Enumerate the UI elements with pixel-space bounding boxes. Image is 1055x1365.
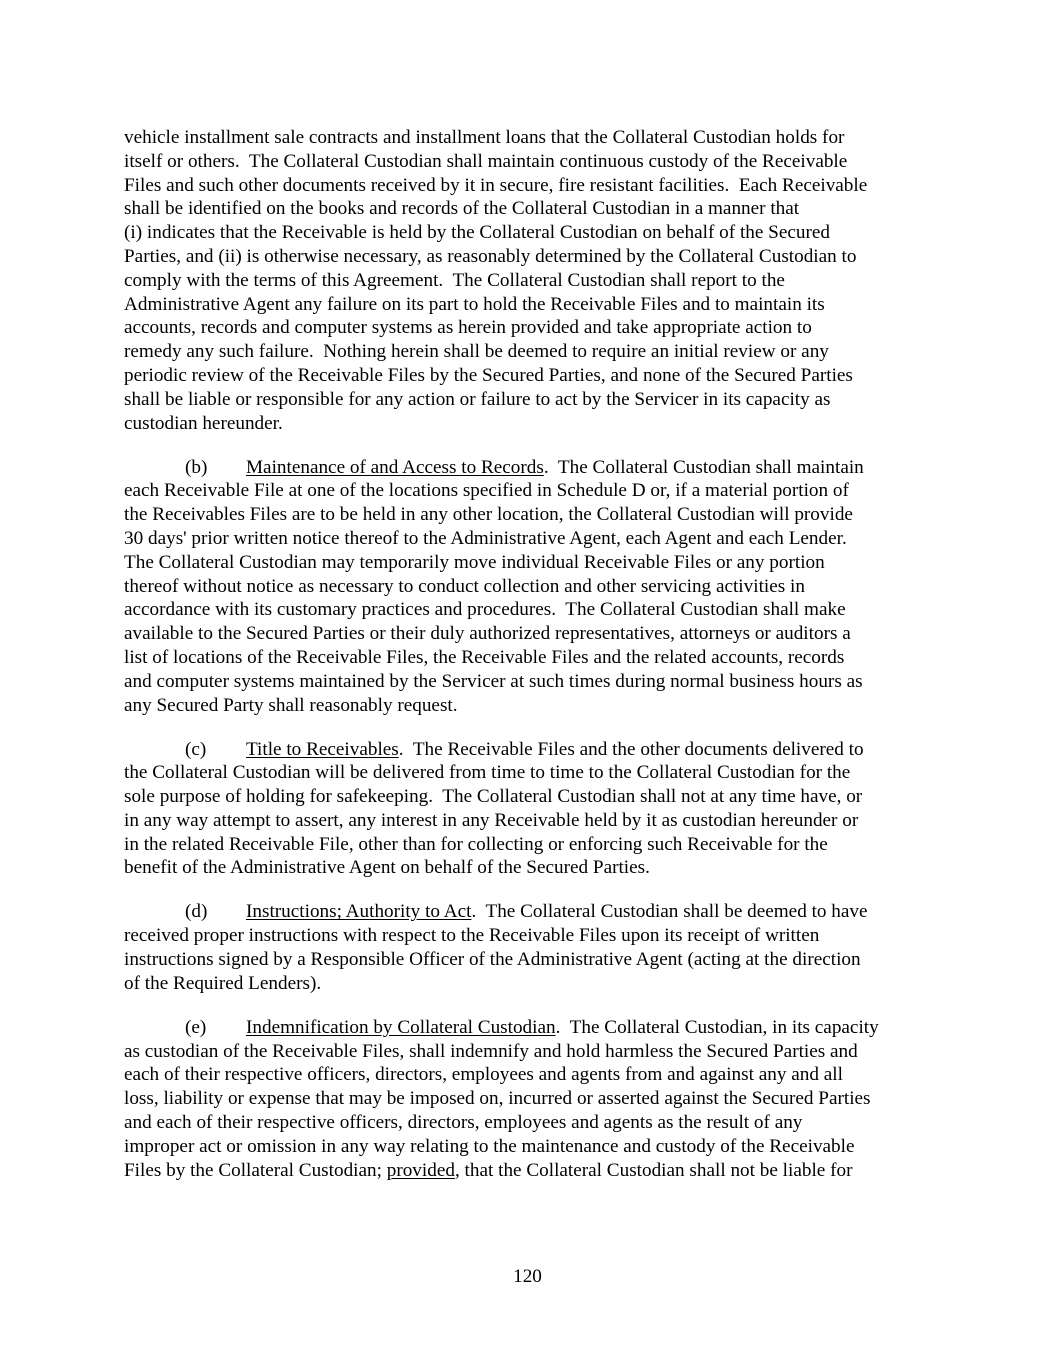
document-body [124,126,944,1203]
text-line: sole purpose of holding for safekeeping. The Collateral Custodian shall not at any time have, or [124,786,863,808]
text-line: thereof without notice as necessary to conduct collection and other servicing activities in [124,575,805,597]
text-line: loss, liability or expense that may be imposed on, incurred or asserted against the Secured Parties [124,1088,871,1110]
section-c-paragraph [124,738,944,881]
text-line: shall be identified on the books and records of the Collateral Custodian in a manner that [124,198,800,220]
section-first-line-text: . The Receivable Files and the other documents delivered to [398,738,864,760]
section-b-paragraph [124,456,944,718]
text-line [124,1159,944,1183]
section-first-line-text: . The Collateral Custodian, in its capacity [555,1016,879,1038]
text-line: instructions signed by a Responsible Officer of the Administrative Agent (acting at the direction [124,949,861,971]
text-line: of the Required Lenders). [124,972,322,994]
text-line: accordance with its customary practices and procedures. The Collateral Custodian shall make [124,599,846,621]
text-line: list of locations of the Receivable Files, the Receivable Files and the related accounts, records [124,646,845,668]
last-line-text: , that the Collateral Custodian shall not be liable for [454,1159,853,1181]
text-line: comply with the terms of this Agreement. The Collateral Custodian shall report to the [124,269,785,291]
section-heading: Title to Receivables [246,738,399,760]
section-first-line [124,1016,944,1040]
continuation-paragraph [124,126,944,435]
text-line: Administrative Agent any failure on its part to hold the Receivable Files and to maintain its [124,293,825,315]
text-line: the Receivables Files are to be held in any other location, the Collateral Custodian will provide [124,504,853,526]
text-line: Parties, and (ii) is otherwise necessary, as reasonably determined by the Collateral Custodian to [124,245,857,267]
section-e-paragraph [124,1016,944,1183]
section-first-line [124,900,944,924]
section-label: (c) [185,738,207,760]
text-line: The Collateral Custodian may temporarily move individual Receivable Files or any portion [124,551,825,573]
text-line: remedy any such failure. Nothing herein shall be deemed to require an initial review or any [124,341,829,363]
text-line: each of their respective officers, directors, employees and agents from and against any and all [124,1064,843,1086]
text-line: available to the Secured Parties or their duly authorized representatives, attorneys or auditors a [124,623,851,645]
text-line: periodic review of the Receivable Files by the Secured Parties, and none of the Secured Parties [124,364,853,386]
section-heading: Maintenance of and Access to Records [246,456,544,478]
section-first-line [124,738,944,762]
text-line: Files and such other documents received by it in secure, fire resistant facilities. Each Receivable [124,174,868,196]
text-line: 30 days' prior written notice thereof to the Administrative Agent, each Agent and each Lender. [124,527,847,549]
text-line: in the related Receivable File, other than for collecting or enforcing such Receivable for the [124,833,828,855]
section-first-line [124,456,944,480]
text-line: and computer systems maintained by the Servicer at such times during normal business hours as [124,670,863,692]
text-line: any Secured Party shall reasonably request. [124,694,458,716]
provided-term: provided [386,1159,455,1181]
section-heading: Indemnification by Collateral Custodian [246,1016,556,1038]
text-line: improper act or omission in any way relating to the maintenance and custody of the Receivable [124,1135,855,1157]
text-line: the Collateral Custodian will be delivered from time to time to the Collateral Custodian for the [124,762,851,784]
text-line: accounts, records and computer systems as herein provided and take appropriate action to [124,317,812,339]
text-line: and each of their respective officers, directors, employees and agents as the result of any [124,1112,803,1134]
text-line: in any way attempt to assert, any interest in any Receivable held by it as custodian hereunder or [124,809,859,831]
section-label: (d) [185,901,208,923]
text-line: shall be liable or responsible for any action or failure to act by the Servicer in its capacity as [124,388,831,410]
section-first-line-text: . The Collateral Custodian shall maintain [543,456,864,478]
section-heading: Instructions; Authority to Act [246,901,472,923]
text-line: (i) indicates that the Receivable is held by the Collateral Custodian on behalf of the Secured [124,222,830,244]
text-line: received proper instructions with respect to the Receivable Files upon its receipt of written [124,925,820,947]
text-line: custodian hereunder. [124,412,283,434]
section-d-paragraph [124,900,944,995]
section-first-line-text: . The Collateral Custodian shall be deemed to have [471,901,868,923]
section-label: (b) [185,456,208,478]
text-line: as custodian of the Receivable Files, shall indemnify and hold harmless the Secured Parties and [124,1040,858,1062]
page-number: 120 [513,1266,542,1287]
section-label: (e) [185,1016,207,1038]
text-line: benefit of the Administrative Agent on behalf of the Secured Parties. [124,857,650,879]
text-line: vehicle installment sale contracts and installment loans that the Collateral Custodian holds for [124,127,845,148]
last-line-text: Files by the Collateral Custodian; [124,1159,387,1181]
text-line: each Receivable File at one of the locations specified in Schedule D or, if a material portion of [124,480,849,502]
text-line: itself or others. The Collateral Custodian shall maintain continuous custody of the Receivable [124,150,848,172]
